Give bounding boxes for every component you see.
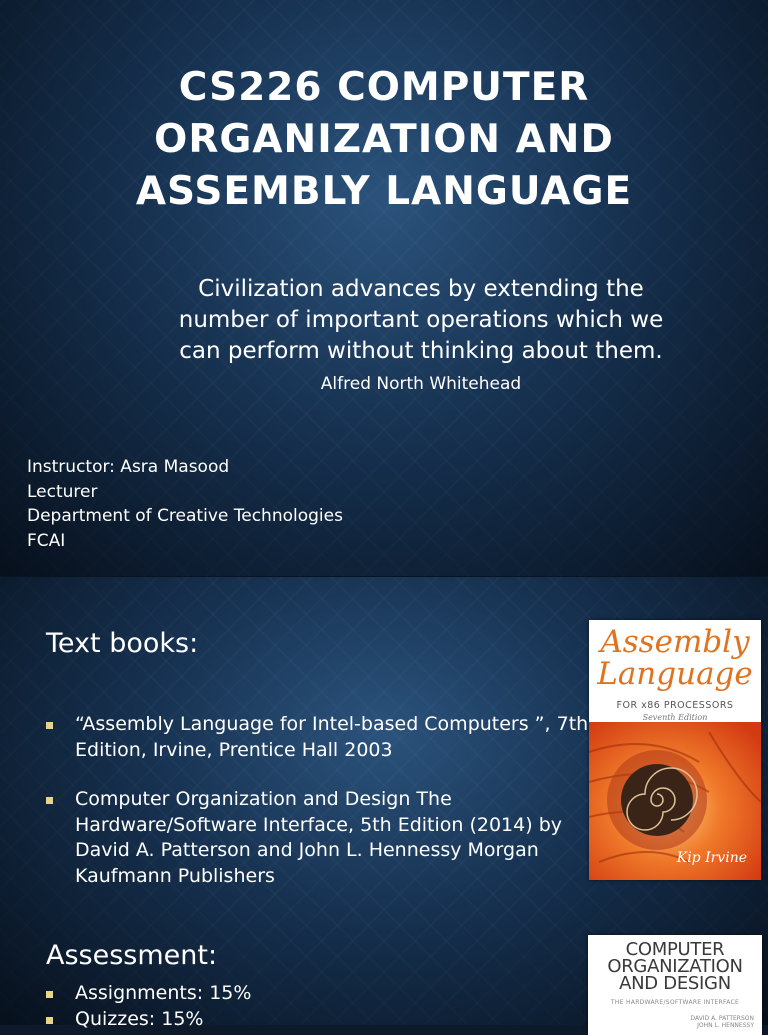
quote-text: Civilization advances by extending the number of important operations which we can perform without thinking about them. [178,276,664,364]
list-item [46,712,594,763]
instructor-name: Instructor: Asra Masood [27,457,230,477]
instructor-position: Lecturer [27,481,98,502]
cover-author: Kip Irvine [676,850,747,866]
cover-author-line: DAVID A. PATTERSON [690,1015,754,1022]
list-item [46,1007,546,1033]
bullet-icon [46,722,53,729]
cover-title-line: Language [597,656,753,692]
list-item [46,981,546,1007]
textbook-entry: Computer Organization and Design The Hardware/Software Interface, 5th Edition (2014) by David A. Patterson and John L. Hennessy Morgan Kaufmann Publishers [75,788,562,887]
textbooks-heading: Text books: [46,628,199,659]
instructor-department: Department of Creative Technologies [27,506,343,526]
cover-title-line: Assembly [600,624,750,660]
bullet-icon [46,1017,53,1024]
cover-title [588,941,762,992]
instructor-faculty: FCAI [27,530,66,551]
bullet-icon [46,797,53,804]
assessment-heading: Assessment: [46,940,218,971]
instructor-info [27,455,343,553]
quote-author: Alfred North Whitehead [320,374,522,394]
cover-title-line: ORGANIZATION [607,956,743,977]
cover-edition: Seventh Edition [642,713,708,722]
slide-title-heading: CS226 COMPUTER ORGANIZATION AND ASSEMBLY LANGUAGE [135,65,633,214]
quote [165,274,677,400]
cover-authors [690,1015,754,1029]
assessment-entry: Assignments: 15% [75,982,252,1004]
cover-title-line: AND DESIGN [619,973,731,994]
textbook-entry: “Assembly Language for Intel-based Computers ”, 7th Edition, Irvine, Prentice Hall 2003 [75,713,589,761]
assessment-entry: Quizzes: 15% [75,1007,204,1030]
cover-title-line: COMPUTER [625,939,725,960]
cover-title [589,626,761,690]
cover-author-line: JOHN L. HENNESSY [697,1022,754,1029]
computer-organization-book-cover [588,935,762,1035]
cover-subtitle: THE HARDWARE/SOFTWARE INTERFACE [610,999,740,1006]
assembly-language-book-cover [589,620,761,880]
list-item [46,787,594,889]
cover-subtitle: FOR x86 PROCESSORS [616,700,734,711]
textbook-list [46,712,594,913]
bullet-icon [46,991,53,998]
assessment-list [46,981,546,1032]
